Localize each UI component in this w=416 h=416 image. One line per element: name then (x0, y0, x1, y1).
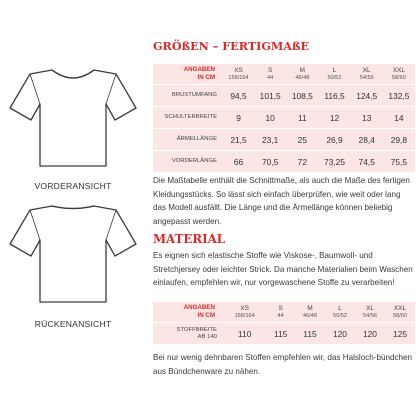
table-cell: 110 (223, 323, 266, 345)
size-column-l: L 50/52 (325, 302, 355, 323)
table-cell: 75,5 (383, 151, 415, 173)
front-view-illustration (6, 62, 140, 170)
table-cell: 74,5 (351, 151, 383, 173)
table-cell: 66 (223, 151, 254, 173)
table-row (153, 129, 415, 151)
table-cell: 94,5 (223, 85, 254, 107)
size-column-s: S 44 (254, 64, 286, 85)
size-column-xs: XS 158/164 (223, 302, 266, 323)
table-cell: 132,5 (383, 85, 415, 107)
table-cell: 115 (266, 323, 295, 345)
table-cell: 120 (355, 323, 385, 345)
table-cell: 14 (383, 107, 415, 129)
table-cell: 28,4 (351, 129, 383, 151)
table-cell: 26,9 (318, 129, 350, 151)
table-row (153, 323, 415, 345)
tshirt-back-drawing (6, 198, 140, 306)
size-column-xxl: XXL 58/60 (385, 302, 415, 323)
garment-views (0, 0, 146, 416)
table-cell: 115 (295, 323, 325, 345)
table-row (153, 107, 415, 129)
material-note: Bei nur wenig dehnbaren Stoffen empfehlen wir, das Halsloch-bündchen aus Bündchenware zu nähen. (153, 353, 413, 376)
corner-label: ANGABEN IN CM (153, 64, 223, 85)
table-cell: 12 (318, 107, 350, 129)
size-column-s: S 44 (266, 302, 295, 323)
table-cell: 70,5 (254, 151, 286, 173)
front-view-label: VORDERANSICHT (34, 181, 112, 191)
table-cell: 23,1 (254, 129, 286, 151)
table-row (153, 85, 415, 107)
table-cell: 101,5 (254, 85, 286, 107)
material-text: Es eignen sich elastische Stoffe wie Viskose-, Baumwoll- und Stretchjersey oder leichter Strick. Da manche Materialien beim Waschen einlaufen, empfehlen wir, nur vorgewaschene Stoffe zu verarbeiten! (153, 251, 413, 288)
table-cell: 116,5 (318, 85, 350, 107)
row-label: BRUSTUMFANG (153, 85, 223, 107)
material-heading: MATERIAL (153, 232, 226, 246)
back-view-label: RÜCKENANSICHT (34, 319, 112, 329)
size-column-xl: XL 54/56 (351, 64, 383, 85)
size-table-header (153, 64, 415, 85)
size-column-xl: XL 54/56 (355, 302, 385, 323)
size-table (153, 64, 415, 173)
row-label: STOFFBREITE AB 140 (153, 323, 223, 345)
table-cell: 125 (385, 323, 415, 345)
table-cell: 21,5 (223, 129, 254, 151)
table-cell: 10 (254, 107, 286, 129)
info-panel (150, 0, 414, 416)
table-cell: 9 (223, 107, 254, 129)
size-column-m: M 46/48 (295, 302, 325, 323)
table-cell: 11 (286, 107, 318, 129)
size-column-xs: XS 158/164 (223, 64, 254, 85)
table-cell: 120 (325, 323, 355, 345)
table-cell: 25 (286, 129, 318, 151)
table-cell: 29,8 (383, 129, 415, 151)
size-column-m: M 46/48 (286, 64, 318, 85)
row-label: ÄRMELLÄNGE (153, 129, 223, 151)
fabric-table-header (153, 302, 415, 323)
table-cell: 108,5 (286, 85, 318, 107)
size-column-l: L 50/52 (318, 64, 350, 85)
sizes-heading: GRÖßEN – FERTIGMAßE (153, 39, 310, 53)
row-label: VORDERLÄNGE (153, 151, 223, 173)
row-label: SCHULTERBREITE (153, 107, 223, 129)
table-cell: 13 (351, 107, 383, 129)
sizes-note: Die Maßtabelle enthält die Schnittmaße, als auch die Maße des fertigen Kleidungsstücks. So lässt sich einfach überprüfen, wie weit oder lang das Modell ausfällt. Die Länge und die Ärmellänge können beliebig angepasst werden. (153, 176, 410, 226)
back-view-illustration (6, 198, 140, 306)
table-cell: 124,5 (351, 85, 383, 107)
table-cell: 73,25 (318, 151, 350, 173)
fabric-table (153, 302, 415, 345)
corner-label: ANGABEN IN CM (153, 302, 223, 323)
tshirt-front-drawing (6, 62, 140, 170)
table-cell: 72 (286, 151, 318, 173)
table-row (153, 151, 415, 173)
size-column-xxl: XXL 58/60 (383, 64, 415, 85)
